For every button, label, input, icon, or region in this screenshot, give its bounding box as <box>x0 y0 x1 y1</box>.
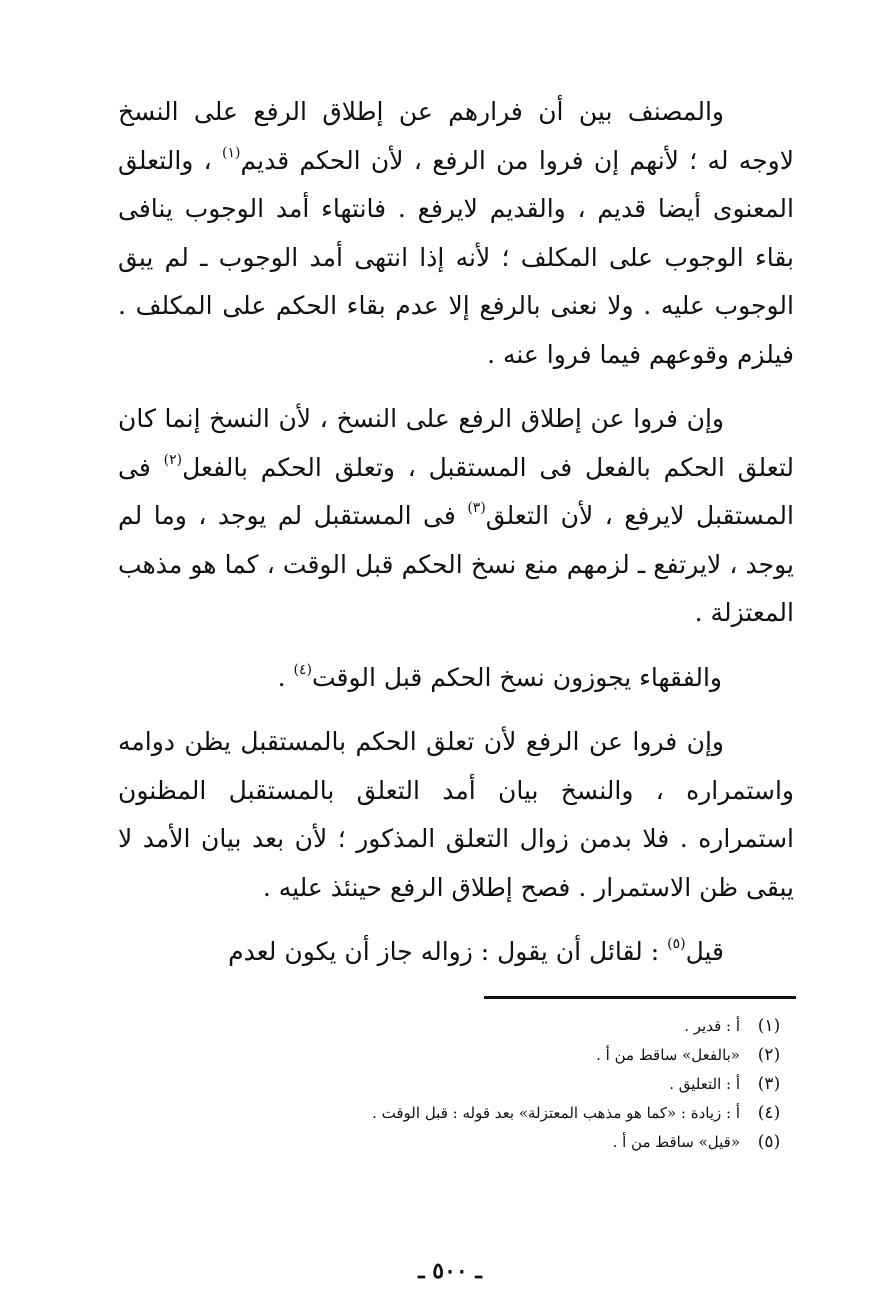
footnote-number: (٣) <box>757 1074 781 1094</box>
footnote-number: (٤) <box>757 1103 781 1123</box>
paragraph-2 <box>118 395 794 638</box>
footnote-separator <box>484 996 796 999</box>
paragraph-1 <box>118 88 794 379</box>
text-run: والفقهاء يجوزون نسخ الحكم قبل الوقت <box>311 662 722 692</box>
text-run: والمصنف بين أن فرارهم عن إطلاق الرفع على النسخ لاوجه له ؛ لأنهم إن فروا من الرفع ، لأن الحكم قديم <box>118 97 794 175</box>
main-text <box>118 88 794 993</box>
footnote-text: «قيل» ساقط من أ . <box>612 1133 740 1151</box>
text-run: فى المستقبل لم يوجد ، وما لم يوجد ، لايرتفع ـ لزمهم منع نسخ الحكم قبل الوقت ، كما هو مذهب المعتزلة . <box>118 501 794 627</box>
footnote-number: (٥) <box>757 1132 781 1152</box>
footnote-ref-1: (١) <box>222 144 241 161</box>
footnote-ref-4: (٤) <box>293 661 312 678</box>
footnote-2 <box>192 1041 792 1070</box>
footnote-text: «بالفعل» ساقط من أ . <box>596 1046 740 1064</box>
text-run: وإن فروا عن الرفع لأن تعلق الحكم بالمستقبل يظن دوامه واستمراره ، والنسخ بيان أمد التعلق بالمستقبل المظنون استمراره . فلا بدمن زوال التعلق المذكور ؛ لأن بعد بيان الأمد لا يبقى ظن الاستمرار . فصح إطلاق الرفع حينئذ عليه . <box>118 727 794 902</box>
footnote-text: أ : قدير . <box>684 1017 740 1035</box>
footnote-text: أ : زيادة : «كما هو مذهب المعتزلة» بعد قوله : قبل الوقت . <box>372 1104 740 1122</box>
footnote-1 <box>192 1012 792 1041</box>
footnote-4 <box>192 1099 792 1128</box>
footnote-number: (١) <box>757 1016 781 1036</box>
text-run: : لقائل أن يقول : زواله جاز أن يكون لعدم <box>228 937 668 966</box>
page-number: ـ ٥٠٠ ـ <box>418 1258 482 1284</box>
text-run: ، والتعلق المعنوى أيضا قديم ، والقديم لايرفع . فانتهاء أمد الوجوب ينافى بقاء الوجوب على المكلف ؛ لأنه إذا انتهى أمد الوجوب ـ لم يبق الوجوب عليه . ولا نعنى بالرفع إلا عدم بقاء الحكم على المكلف . فيلزم وقوعهم فيما فروا عنه . <box>118 145 794 369</box>
footnotes <box>192 1012 792 1157</box>
footnote-text: أ : التعليق . <box>669 1075 740 1093</box>
footnote-ref-5: (٥) <box>667 936 686 952</box>
paragraph-4 <box>118 718 794 912</box>
footnote-number: (٢) <box>757 1045 781 1065</box>
paragraph-5 <box>118 928 794 977</box>
text-run: وإن فروا عن إطلاق الرفع على النسخ ، لأن النسخ إنما كان لتعلق الحكم بالفعل فى المستقبل ، وتعلق الحكم بالفعل <box>118 404 794 482</box>
footnote-ref-3: (٣) <box>467 500 486 516</box>
footnote-5 <box>192 1128 792 1157</box>
text-run: قيل <box>685 937 724 966</box>
text-run: فى المستقبل لايرفع ، لأن التعلق <box>118 452 794 530</box>
paragraph-3 <box>118 654 794 703</box>
text-run: . <box>277 662 294 692</box>
footnote-ref-2: (٢) <box>163 451 183 468</box>
footnote-3 <box>192 1070 792 1099</box>
